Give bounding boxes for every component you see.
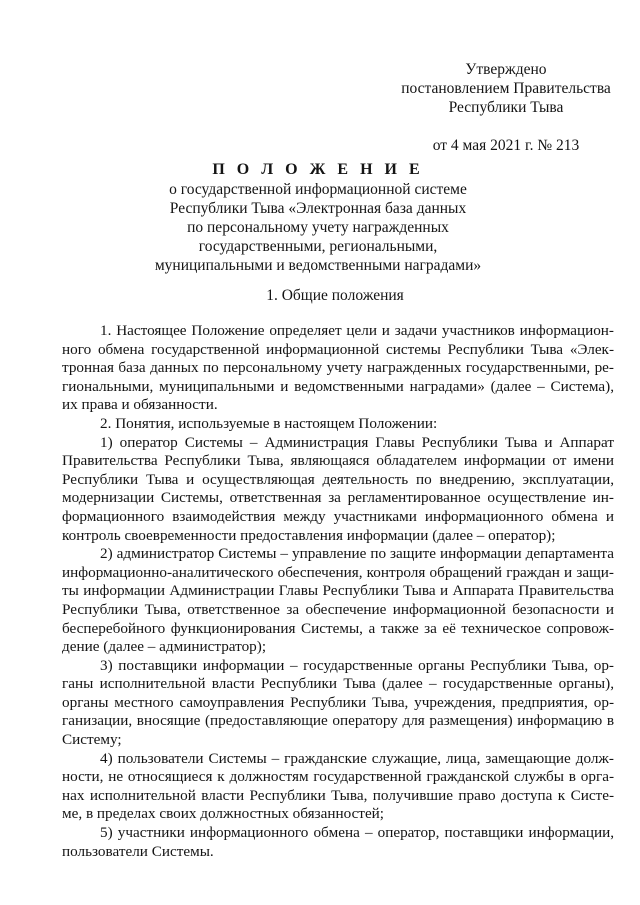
body-line: 2. Понятия, используемые в настоящем Положении: <box>100 414 438 432</box>
body-line: 1) оператор Системы – Администрация Главы Республики Тыва и Аппарат <box>100 433 614 451</box>
body-line: Республики Тыва, ответственное за обеспечение информационной безопасности и <box>62 600 614 618</box>
body-line: Правительства Республики Тыва, являющаяся обладателем информации от имени <box>62 452 614 470</box>
body-line: нах исполнительной власти Республики Тыва, получившие право доступа к Систе- <box>62 786 614 804</box>
title-line: муниципальными и ведомственными наградами» <box>154 257 482 274</box>
title-line: государственными, региональными, <box>198 238 438 255</box>
body-line: ного обмена государственной информационной системы Республики Тыва «Элек- <box>62 340 614 358</box>
body-line: контроль своевременности предоставления информации (далее – оператор); <box>62 526 556 544</box>
body-line: дение (далее – администратор); <box>62 638 267 656</box>
body-line: 1. Настоящее Положение определяет цели и задачи участников информацион- <box>100 322 614 339</box>
body-line: ности, не относящиеся к должностям государственной гражданской службы в орга- <box>62 768 614 786</box>
body-line: органы местного самоуправления Республики Тыва, учреждения, предприятия, ор- <box>62 693 614 711</box>
title-line: Республики Тыва «Электронная база данных <box>169 200 467 217</box>
document-title: П О Л О Ж Е Н И Е <box>212 161 424 178</box>
body-line: тронная база данных по персональному учету награжденных государственными, ре- <box>62 359 614 377</box>
body-line: бесперебойного функционирования Системы, а также за её техническое сопровож- <box>62 619 614 637</box>
body-line: ганы исполнительной власти Республики Тыва (далее – государственные органы), <box>62 675 614 693</box>
body-line: Систему; <box>62 731 122 749</box>
body-line: формационного взаимодействия между участниками информационного обмена и <box>62 507 614 525</box>
body-line: 4) пользователи Системы – гражданские служащие, лица, замещающие долж- <box>100 749 614 767</box>
document-body <box>62 322 614 861</box>
body-line: Республики Тыва и осуществляющая деятельность по внедрению, эксплуатации, <box>62 470 614 488</box>
body-line: их права и обязанности. <box>62 396 218 414</box>
body-line: пользователи Системы. <box>62 842 214 860</box>
body-line: гиональными, муниципальными и ведомственными наградами» (далее – Система), <box>62 377 614 395</box>
title-line: о государственной информационной системе <box>169 181 467 198</box>
approval-line-republic: Республики Тыва <box>448 99 564 116</box>
body-line: ме, в пределах своих должностных обязанностей; <box>62 805 385 823</box>
title-line: по персональному учету награжденных <box>187 219 449 236</box>
document-title-block <box>150 160 486 275</box>
approval-line-approved: Утверждено <box>465 61 547 78</box>
body-line: 5) участники информационного обмена – оператор, поставщики информации, <box>100 824 614 842</box>
body-line: ты информации Администрации Главы Республики Тыва и Аппарата Правительства <box>62 582 614 600</box>
body-line: информационно-аналитического обеспечения, контроля обращений граждан и защи- <box>62 563 614 581</box>
body-line: ганизации, вносящие (предоставляющие оператору для размещения) информацию в <box>62 712 614 730</box>
section-heading: 1. Общие положения <box>266 287 404 304</box>
approval-date: от 4 мая 2021 г. № 213 <box>432 137 580 154</box>
approval-stamp <box>398 60 614 155</box>
body-line: 2) администратор Системы – управление по защите информации департамента <box>100 545 614 563</box>
body-line: модернизации Системы, ответственная за регламентированное осуществление ин- <box>62 489 614 507</box>
approval-line-resolution: постановлением Правительства <box>401 80 611 97</box>
body-line: 3) поставщики информации – государственные органы Республики Тыва, ор- <box>100 656 614 674</box>
